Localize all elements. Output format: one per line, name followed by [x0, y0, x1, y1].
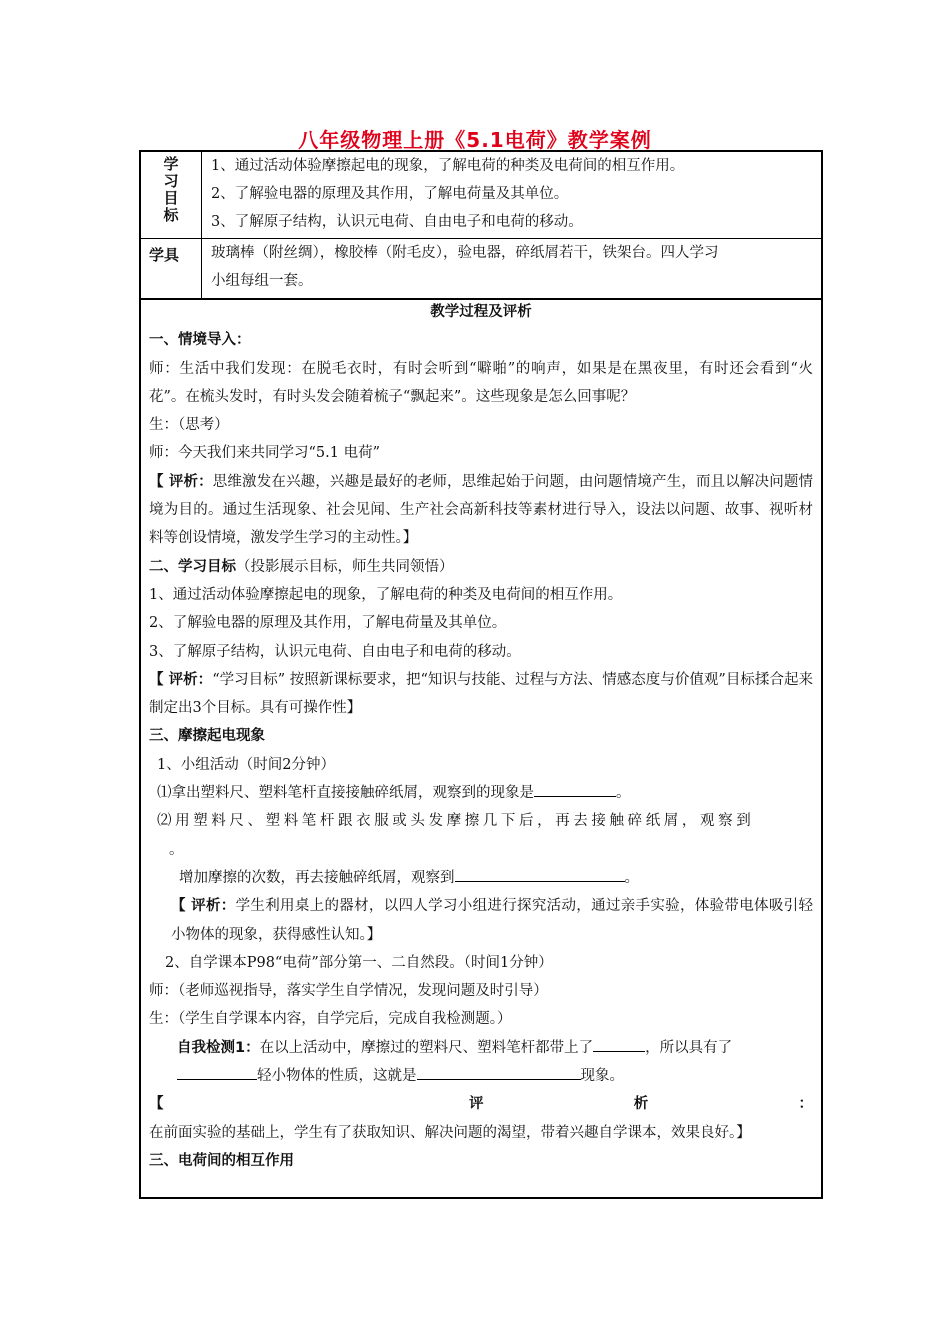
- self-check-text-d: 现象。: [580, 1068, 624, 1085]
- question-2-text: ⑵用塑料尺、塑料笔杆跟衣服或头发摩擦几下后，再去接触碎纸屑，观察到: [157, 813, 755, 830]
- self-check-line-2: [149, 1062, 813, 1090]
- section-3-heading: 三、摩擦起电现象: [149, 728, 265, 745]
- self-check-label: 自我检测1：: [177, 1039, 260, 1056]
- question-3: [149, 864, 813, 892]
- section-2-heading-line: [149, 553, 813, 581]
- self-check-text-b: ，所以具有了: [645, 1039, 733, 1056]
- tools-cell: [211, 239, 815, 295]
- answer-blank[interactable]: [455, 867, 625, 882]
- tools-row: [141, 238, 821, 300]
- objectives-label-cell: [141, 152, 202, 238]
- objectives-label-text: 学 习 目 标: [163, 155, 179, 224]
- objective-2: 2、了解验电器的原理及其作用，了解电荷量及其单位。: [211, 186, 569, 202]
- lesson-table: [139, 150, 823, 1199]
- objectives-label: [141, 156, 201, 224]
- objective-1: 1、通过活动体验摩擦起电的现象，了解电荷的种类及电荷间的相互作用。: [211, 158, 685, 174]
- evaluation-text: “学习目标” 按照新课标要求，把“知识与技能、过程与方法、情感态度与价值观”目标揉合起来制定出3个目标。具有可操作性】: [149, 671, 813, 717]
- tools-label-cell: [141, 238, 202, 298]
- evaluation-label: 【 评析：: [149, 1096, 813, 1113]
- section-4-heading: 三、电荷间的相互作用: [149, 1152, 294, 1169]
- self-check-line-1: [149, 1034, 813, 1062]
- question-3-end: 。: [624, 869, 639, 886]
- question-3-text: 增加摩擦的次数，再去接触碎纸屑，观察到: [179, 869, 455, 886]
- section-2-item-1: 1、通过活动体验摩擦起电的现象，了解电荷的种类及电荷间的相互作用。: [149, 586, 623, 603]
- question-1-end: 。: [616, 785, 631, 802]
- tools-line-1: 玻璃棒（附丝绸），橡胶棒（附毛皮），验电器，碎纸屑若干，铁架台。四人学习: [211, 245, 719, 261]
- question-1: [149, 779, 813, 807]
- objectives-cell: [211, 152, 815, 236]
- section-1-heading: 一、情境导入：: [149, 332, 251, 349]
- question-2-end: 。: [169, 841, 184, 858]
- section-3-teacher-text: 师：（老师巡视指导，落实学生自学情况，发现问题及时引导）: [149, 983, 548, 1000]
- tools-label: 学具: [149, 246, 180, 264]
- section-1-student-text: 生：（思考）: [149, 417, 229, 434]
- objectives-row: [141, 152, 821, 239]
- answer-blank[interactable]: [593, 1037, 645, 1052]
- answer-blank[interactable]: [534, 782, 616, 797]
- question-2: [149, 807, 813, 835]
- self-check-text-a: 在以上活动中，摩擦过的塑料尺、塑料笔杆都带上了: [259, 1039, 594, 1056]
- objective-3: 3、了解原子结构，认识元电荷、自由电子和电荷的移动。: [211, 214, 583, 230]
- activity-2-text: 2、自学课本P98“电荷”部分第一、二自然段。（时间1分钟）: [165, 954, 553, 971]
- section-3-student-text: 生：（学生自学课本内容，自学完后，完成自我检测题。）: [149, 1011, 512, 1028]
- evaluation-text: 思维激发在兴趣，兴趣是最好的老师，思维起始于问题，由问题情境产生，而且以解决问题情境为目的。通过生活现象、社会见闻、生产社会高新科技等素材进行导入，设法以问题、故事、视听材料等创设情境，激发学生学习的主动性。】: [149, 473, 813, 547]
- section-2-heading: 二、学习目标: [149, 558, 236, 575]
- evaluation-text: 学生利用桌上的器材，以四人学习小组进行探究活动，通过亲手实验，体验带电体吸引轻小物体的现象，获得感性认知。】: [171, 898, 813, 943]
- document-title: 八年级物理上册《5.1电荷》教学案例: [298, 128, 652, 152]
- answer-blank[interactable]: [177, 1065, 257, 1080]
- activity-1: 1、小组活动（时间2分钟）: [157, 756, 335, 773]
- section-1-teacher-text: 师：生活中我们发现：在脱毛衣时，有时会听到“噼啪”的响声，如果是在黑夜里，有时还会看到“火花”。在梳头发时，有时头发会随着梳子“飘起来”。这些现象是怎么回事呢？: [149, 360, 813, 405]
- section-3-evaluation: [149, 892, 813, 949]
- process-heading: 教学过程及评析: [430, 304, 532, 320]
- section-2-item-3: 3、了解原子结构，认识元电荷、自由电子和电荷的移动。: [149, 643, 521, 660]
- evaluation-label: 【 评析：: [171, 898, 236, 915]
- section-1-evaluation: [149, 468, 813, 553]
- question-1-text: ⑴拿出塑料尺、塑料笔杆直接接触碎纸屑，观察到的现象是: [157, 785, 534, 802]
- section-1-teacher-text-2: 师：今天我们来共同学习“5.1 电荷”: [149, 445, 380, 462]
- section-2-item-2: 2、了解验电器的原理及其作用，了解电荷量及其单位。: [149, 615, 507, 632]
- evaluation-label: 【 评析：: [149, 473, 213, 490]
- answer-blank[interactable]: [417, 1065, 581, 1080]
- section-3-evaluation-2: [149, 1090, 813, 1147]
- self-check-text-c: 轻小物体的性质，这就是: [257, 1068, 417, 1085]
- evaluation-label: 【 评析：: [149, 671, 213, 688]
- activity-2: [149, 949, 813, 977]
- process-body: [149, 298, 813, 1175]
- section-2-evaluation: [149, 666, 813, 723]
- section-2-heading-note: （投影展示目标，师生共同领悟）: [236, 558, 454, 575]
- tools-line-2: 小组每组一套。: [211, 273, 313, 289]
- evaluation-text: 在前面实验的基础上，学生有了获取知识、解决问题的渴望，带着兴趣自学课本，效果良好。】: [149, 1124, 751, 1141]
